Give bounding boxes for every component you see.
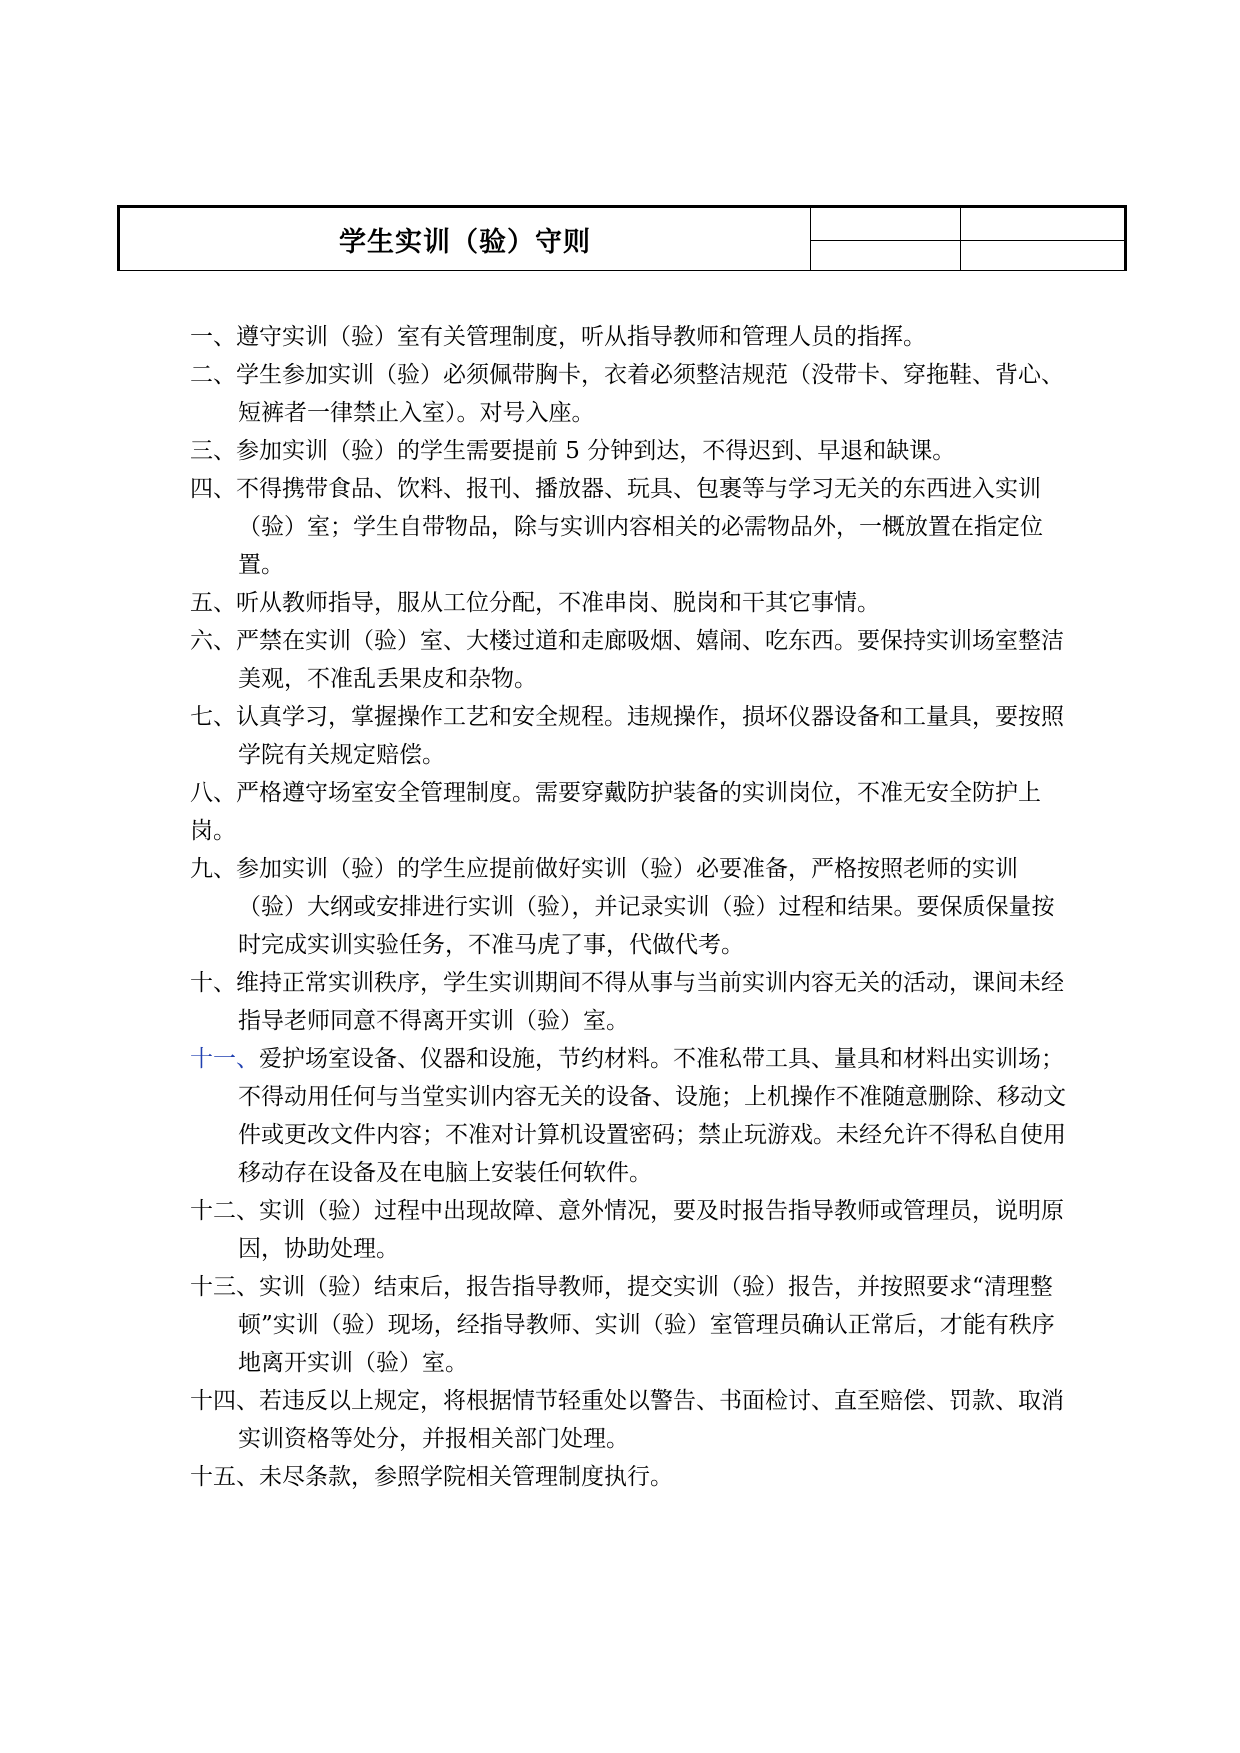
rule-text: 短裤者一律禁止入室）。对号入座。	[238, 400, 595, 426]
rules-list	[190, 318, 1070, 1496]
rule-item	[190, 774, 1070, 850]
rule-number: 二、	[190, 362, 236, 388]
rule-text: 学生参加实训（验）必须佩带胸卡，衣着必须整洁规范（没带卡、穿拖鞋、背心、	[236, 362, 1064, 388]
rule-number: 八、	[190, 780, 236, 806]
rule-item	[190, 318, 1070, 356]
rule-number: 三、	[190, 438, 236, 464]
rule-item	[190, 356, 1070, 394]
header-cell	[961, 208, 1121, 240]
header-cell	[811, 241, 960, 270]
rule-text: 听从教师指导，服从工位分配，不准串岗、脱岗和干其它事情。	[236, 590, 880, 616]
rule-item	[190, 584, 1070, 622]
rule-number: 七、	[190, 704, 236, 730]
rule-text: 认真学习，掌握操作工艺和安全规程。违规操作，损坏仪器设备和工量具，要按照学院有关规定赔偿。	[236, 704, 1064, 768]
rule-text: 严格遵守场室安全管理制度。需要穿戴防护装备的实训岗位，不准无安全防护上岗。	[190, 780, 1041, 844]
rule-number: 十四、	[190, 1388, 259, 1414]
rule-text: 遵守实训（验）室有关管理制度，听从指导教师和管理人员的指挥。	[236, 324, 926, 350]
rule-number: 六、	[190, 628, 236, 654]
rule-item	[190, 1268, 1070, 1382]
rule-number: 五、	[190, 590, 236, 616]
rule-text: 参加实训（验）的学生应提前做好实训（验）必要准备，严格按照老师的实训（验）大纲或安排进行实训（验），并记录实训（验）过程和结果。要保质保量按时完成实训实验任务，不准马虎了事，代做代考。	[236, 856, 1055, 958]
rule-text: 严禁在实训（验）室、大楼过道和走廊吸烟、嬉闹、吃东西。要保持实训场室整洁美观，不准乱丢果皮和杂物。	[236, 628, 1064, 692]
header-table	[117, 205, 1127, 271]
rule-number: 一、	[190, 324, 236, 350]
rule-number: 十三、	[190, 1274, 259, 1300]
rule-text: 未尽条款，参照学院相关管理制度执行。	[259, 1464, 673, 1490]
rule-number: 九、	[190, 856, 236, 882]
rule-number: 十二、	[190, 1198, 259, 1224]
rule-item	[190, 622, 1070, 698]
rule-item	[190, 1458, 1070, 1496]
rule-text: 实训（验）过程中出现故障、意外情况，要及时报告指导教师或管理员，说明原因，协助处理。	[238, 1198, 1064, 1262]
rule-item	[190, 1382, 1070, 1458]
rule-item	[190, 698, 1070, 774]
rule-number: 四、	[190, 476, 236, 502]
rule-item	[190, 470, 1070, 584]
rule-number: 十五、	[190, 1464, 259, 1490]
rule-item	[190, 394, 1070, 432]
rule-text: 爱护场室设备、仪器和设施，节约材料。不准私带工具、量具和材料出实训场；不得动用任何与当堂实训内容无关的设备、设施；上机操作不准随意删除、移动文件或更改文件内容；不准对计算机设置密码；禁止玩游戏。未经允许不得私自使用移动存在设备及在电脑上安装任何软件。	[238, 1046, 1066, 1186]
rule-item	[190, 850, 1070, 964]
document-title: 学生实训（验）守则	[339, 226, 591, 258]
rule-number: 十、	[190, 970, 236, 996]
rule-text: 参加实训（验）的学生需要提前 5 分钟到达，不得迟到、早退和缺课。	[236, 438, 956, 464]
rule-item	[190, 964, 1070, 1040]
rule-item	[190, 1040, 1070, 1192]
rule-text: 若违反以上规定，将根据情节轻重处以警告、书面检讨、直至赔偿、罚款、取消实训资格等处分，并报相关部门处理。	[238, 1388, 1064, 1452]
rule-item	[190, 1192, 1070, 1268]
rule-text: 不得携带食品、饮料、报刊、播放器、玩具、包裹等与学习无关的东西进入实训（验）室；学生自带物品，除与实训内容相关的必需物品外，一概放置在指定位置。	[236, 476, 1043, 578]
rule-text: 实训（验）结束后，报告指导教师，提交实训（验）报告，并按照要求“清理整顿”实训（验）现场，经指导教师、实训（验）室管理员确认正常后，才能有秩序地离开实训（验）室。	[238, 1274, 1055, 1376]
rule-item	[190, 432, 1070, 470]
header-cell	[961, 241, 1121, 270]
rule-number: 十一、	[190, 1046, 259, 1072]
rule-text: 维持正常实训秩序，学生实训期间不得从事与当前实训内容无关的活动，课间未经指导老师同意不得离开实训（验）室。	[236, 970, 1064, 1034]
header-cell	[811, 208, 960, 240]
